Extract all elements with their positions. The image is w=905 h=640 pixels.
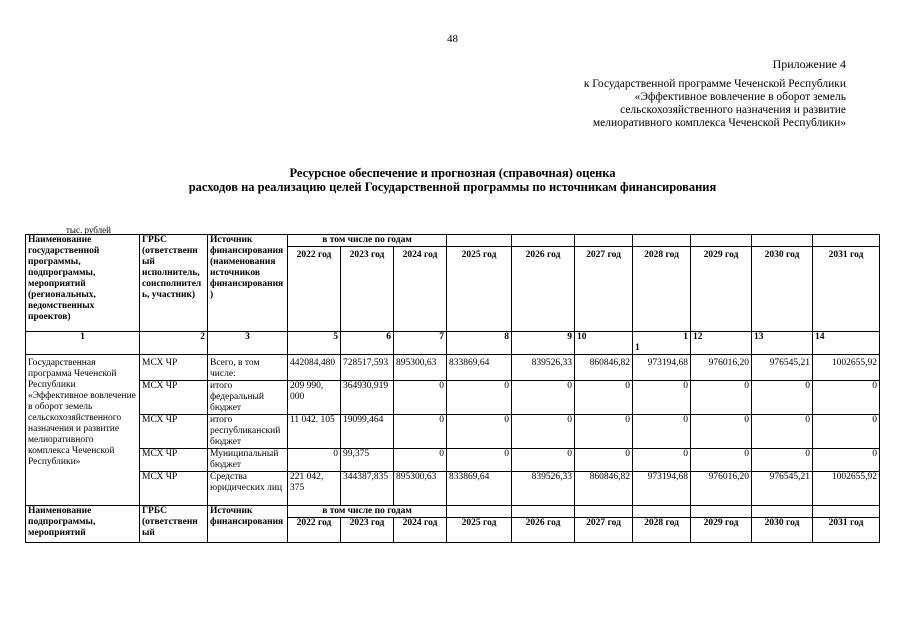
page-number: 48: [447, 33, 458, 45]
year-2023: 2023 год: [341, 247, 394, 332]
value-cell: 0: [447, 449, 512, 472]
value-cell: 0: [512, 415, 575, 449]
year-2025: 2025 год: [447, 247, 512, 332]
value-cell: 860846,82: [575, 355, 633, 381]
value-cell: 973194,68: [633, 355, 691, 381]
value-cell: 0: [575, 449, 633, 472]
header-source: Источник финансирования (наименования источников финансирования): [208, 235, 288, 332]
value-cell: 19099,464: [341, 415, 394, 449]
header-blank: [813, 506, 880, 518]
value-cell: 1002655,92: [813, 472, 880, 506]
repeat-header-program-name: Наименование подпрограммы, мероприятий: [26, 506, 140, 543]
year-2024: 2024 год: [394, 247, 447, 332]
value-cell: 0: [575, 415, 633, 449]
value-cell: 0: [394, 449, 447, 472]
table-row: [26, 449, 880, 472]
source-cell: Средства юридических лиц: [208, 472, 288, 506]
value-cell: 1002655,92: [813, 355, 880, 381]
value-cell: 0: [512, 381, 575, 415]
value-cell: 0: [813, 449, 880, 472]
col-number-part: 1: [683, 332, 689, 342]
repeat-header-years-span: в том числе по годам: [288, 506, 447, 518]
value-cell: 839526,33: [512, 355, 575, 381]
value-cell: 976016,20: [691, 355, 752, 381]
year-2022: 2022 год: [288, 247, 341, 332]
header-blank: [633, 506, 691, 518]
units-label: тыс. рублей: [66, 225, 111, 235]
repeat-header-row: [26, 506, 880, 518]
value-cell: 973194,68: [633, 472, 691, 506]
year-2029: 2029 год: [691, 518, 752, 543]
header-blank: [752, 235, 813, 247]
appendix-line: сельскохозяйственного назначения и развитие: [620, 104, 846, 116]
program-name: Государственная программа Чеченской Республики «Эффективное вовлечение в оборот земель сельскохозяйственного назначения и развитие мелиоративного комплекса Чеченской Республики»: [26, 355, 140, 506]
value-cell: 0: [691, 449, 752, 472]
value-cell: 364930,919: [341, 381, 394, 415]
appendix-line: к Государственной программе Чеченской Республики: [583, 78, 846, 90]
value-cell: 0: [752, 415, 813, 449]
value-cell: 895300,63: [394, 472, 447, 506]
value-cell: 976545,21: [752, 355, 813, 381]
year-2028: 2028 год: [633, 247, 691, 332]
header-blank: [691, 235, 752, 247]
header-blank: [575, 235, 633, 247]
year-2027: 2027 год: [575, 518, 633, 543]
grbs-cell: МСХ ЧР: [140, 415, 208, 449]
header-blank: [447, 235, 512, 247]
value-cell: 0: [752, 449, 813, 472]
table-row: [26, 415, 880, 449]
year-2031: 2031 год: [813, 518, 880, 543]
header-blank: [633, 235, 691, 247]
col-number: [633, 332, 691, 355]
header-blank: [752, 506, 813, 518]
value-cell: 976545,21: [752, 472, 813, 506]
value-cell: 0: [447, 381, 512, 415]
value-cell: 833869,64: [447, 355, 512, 381]
year-2031: 2031 год: [813, 247, 880, 332]
header-blank: [512, 235, 575, 247]
year-2023: 2023 год: [341, 518, 394, 543]
value-cell: 0: [752, 381, 813, 415]
value-cell: 0: [633, 449, 691, 472]
col-number: 2: [140, 332, 208, 355]
value-cell: 0: [575, 381, 633, 415]
year-2027: 2027 год: [575, 247, 633, 332]
grbs-cell: МСХ ЧР: [140, 355, 208, 381]
value-cell: 833869,64: [447, 472, 512, 506]
source-cell: итого федеральный бюджет: [208, 381, 288, 415]
appendix-line: «Эффективное вовлечение в оборот земель: [634, 91, 846, 103]
col-number: 3: [208, 332, 288, 355]
source-cell: итого республиканский бюджет: [208, 415, 288, 449]
value-cell: 0: [691, 415, 752, 449]
value-cell: 0: [394, 381, 447, 415]
header-years-span: в том числе по годам: [288, 235, 447, 247]
col-number: 10: [575, 332, 633, 355]
value-cell: 0: [691, 381, 752, 415]
year-2022: 2022 год: [288, 518, 341, 543]
appendix-title: Приложение 4: [772, 57, 846, 71]
resource-table: [25, 234, 880, 543]
column-numbers-row: [26, 332, 880, 355]
title-line-1: Ресурсное обеспечение и прогнозная (справочная) оценка: [289, 166, 616, 180]
value-cell: 976016,20: [691, 472, 752, 506]
grbs-cell: МСХ ЧР: [140, 449, 208, 472]
year-2028: 2028 год: [633, 518, 691, 543]
col-number: 13: [752, 332, 813, 355]
year-2026: 2026 год: [512, 247, 575, 332]
value-cell: 0: [512, 449, 575, 472]
value-cell: 0: [633, 381, 691, 415]
value-cell: 221 042, 375: [288, 472, 341, 506]
value-cell: 0: [813, 381, 880, 415]
header-grbs: ГРБС (ответственный исполнитель, соисполнитель, участник): [140, 235, 208, 332]
value-cell: 839526,33: [512, 472, 575, 506]
header-blank: [691, 506, 752, 518]
value-cell: 99,375: [341, 449, 394, 472]
table-row: [26, 355, 880, 381]
year-2025: 2025 год: [447, 518, 512, 543]
grbs-cell: МСХ ЧР: [140, 472, 208, 506]
year-2030: 2030 год: [752, 247, 813, 332]
value-cell: 0: [633, 415, 691, 449]
col-number-part: 1: [635, 343, 640, 353]
value-cell: 0: [394, 415, 447, 449]
appendix-line: мелиоративного комплекса Чеченской Республики»: [592, 117, 846, 129]
col-number: 8: [447, 332, 512, 355]
header-program-name: Наименование государственной программы, подпрограммы, мероприятий (региональных, ведомственных проектов): [26, 235, 140, 332]
value-cell: 0: [813, 415, 880, 449]
year-2030: 2030 год: [752, 518, 813, 543]
col-number: 14: [813, 332, 880, 355]
value-cell: 860846,82: [575, 472, 633, 506]
year-2026: 2026 год: [512, 518, 575, 543]
repeat-header-source: Источник финансирования: [208, 506, 288, 543]
table-row: [26, 381, 880, 415]
source-cell: Муниципальный бюджет: [208, 449, 288, 472]
year-2024: 2024 год: [394, 518, 447, 543]
value-cell: 728517,593: [341, 355, 394, 381]
value-cell: 0: [447, 415, 512, 449]
col-number: 7: [394, 332, 447, 355]
value-cell: 0: [288, 449, 341, 472]
year-2029: 2029 год: [691, 247, 752, 332]
header-blank: [512, 506, 575, 518]
grbs-cell: МСХ ЧР: [140, 381, 208, 415]
header-blank: [575, 506, 633, 518]
value-cell: 344387,835: [341, 472, 394, 506]
document-title: [0, 166, 905, 194]
col-number: 9: [512, 332, 575, 355]
value-cell: 209 990, 000: [288, 381, 341, 415]
appendix-block: [584, 58, 846, 130]
col-number: 5: [288, 332, 341, 355]
header-row: [26, 235, 880, 247]
value-cell: 11 042. 105: [288, 415, 341, 449]
source-cell: Всего, в том числе:: [208, 355, 288, 381]
col-number: 12: [691, 332, 752, 355]
header-blank: [447, 506, 512, 518]
col-number: 6: [341, 332, 394, 355]
value-cell: 895300,63: [394, 355, 447, 381]
header-blank: [813, 235, 880, 247]
col-number: 1: [26, 332, 140, 355]
table-row: [26, 472, 880, 506]
value-cell: 442084,480: [288, 355, 341, 381]
title-line-2: расходов на реализацию целей Государственной программы по источникам финансирования: [188, 180, 717, 194]
repeat-header-grbs: ГРБС (ответственный: [140, 506, 208, 543]
